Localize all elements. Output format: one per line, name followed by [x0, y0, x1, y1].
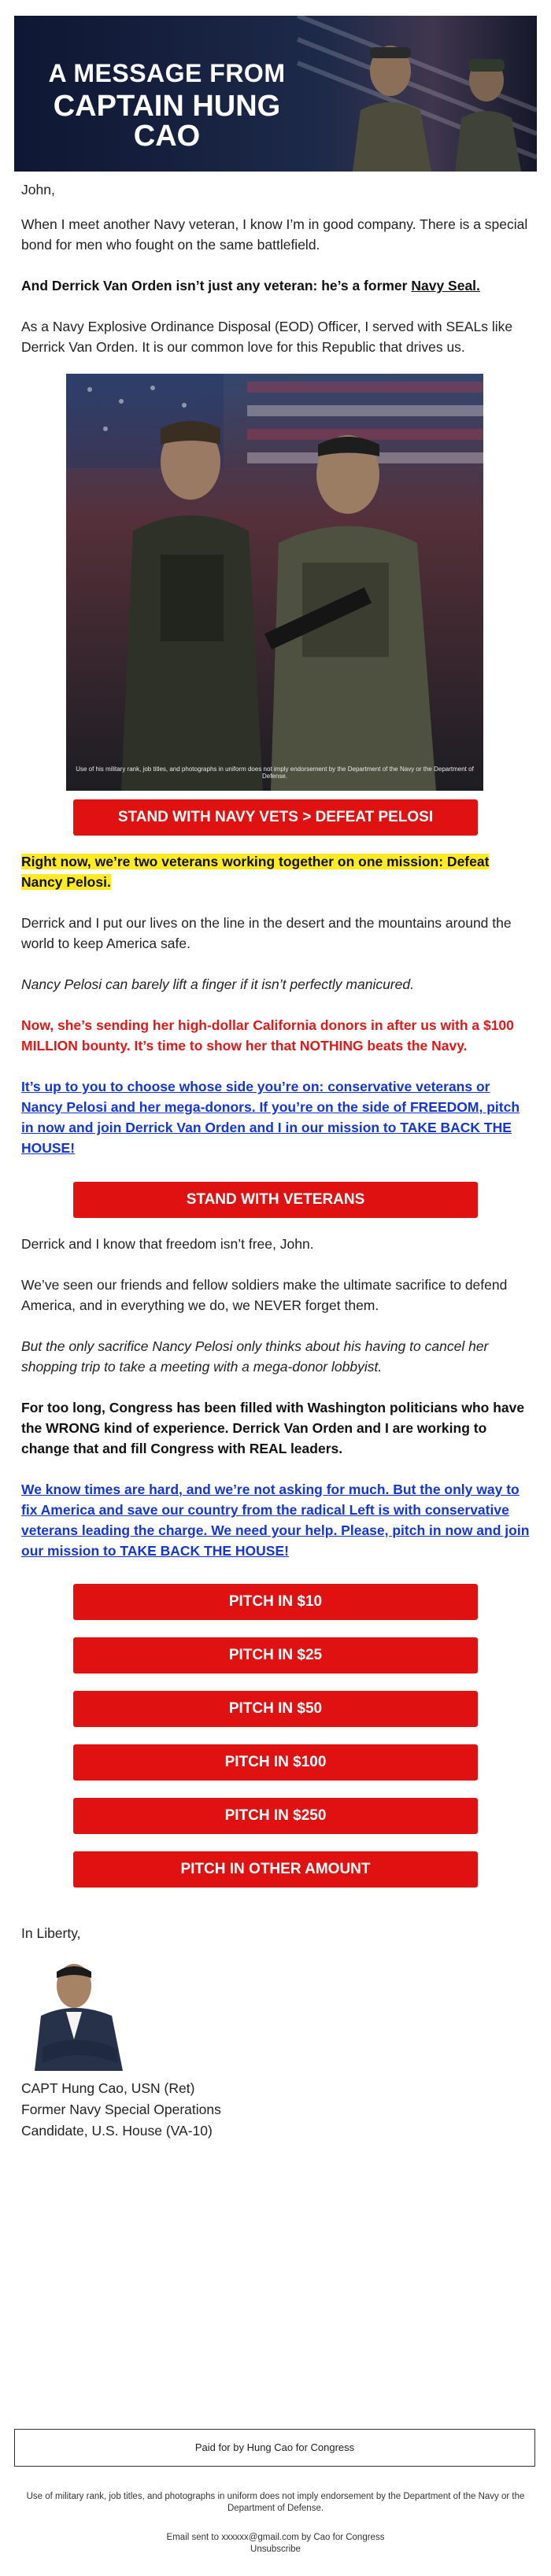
seal-paragraph [21, 275, 530, 296]
footer-sent-to: Email sent to xxxxxx@gmail.com by Cao for Congress [166, 2533, 385, 2542]
hard-times-link[interactable]: We know times are hard, and we’re not asking for much. But the only way to fix America and save our country from the radical Left is with conservative veterans leading the charge. We need your help. Please, pitch in now and join our mission to TAKE BACK THE HOUSE! [21, 1482, 530, 1559]
header-line-1: A MESSAGE FROM [48, 59, 286, 87]
pitch-in-50-button[interactable]: PITCH IN $50 [73, 1691, 478, 1727]
photo-graphic [66, 374, 483, 791]
greeting: John, [21, 182, 55, 197]
pitch-in-250-button[interactable]: PITCH IN $250 [73, 1798, 478, 1834]
unsubscribe-link[interactable]: Unsubscribe [250, 2545, 301, 2554]
pitch-in-25-button[interactable]: PITCH IN $25 [73, 1637, 478, 1674]
paid-for-box: Paid for by Hung Cao for Congress [14, 2429, 535, 2467]
friends-paragraph: We’ve seen our friends and fellow soldiers make the ultimate sacrifice to defend America, and in everything we do, we NEVER forget them. [21, 1277, 508, 1313]
signoff: In Liberty, [21, 1925, 81, 1941]
signature-candidate: Candidate, U.S. House (VA-10) [21, 2123, 213, 2139]
signature-name: CAPT Hung Cao, USN (Ret) [21, 2080, 195, 2096]
hung-cao-portrait [19, 1953, 137, 2071]
signature-title: Former Navy Special Operations [21, 2102, 221, 2117]
intro-paragraph: When I meet another Navy veteran, I know I’m in good company. There is a special bond for men who fought on the same battlefield. [21, 216, 528, 253]
manicure-paragraph: Nancy Pelosi can barely lift a finger if it isn’t perfectly manicured. [21, 976, 414, 992]
footer-disclaimer: Use of military rank, job titles, and photographs in uniform does not imply endorsement by the Department of the Navy or the Department of Defense. [26, 2492, 525, 2513]
stand-with-veterans-button[interactable]: STAND WITH VETERANS [73, 1182, 478, 1218]
desert-paragraph: Derrick and I put our lives on the line in the desert and the mountains around the world to keep America safe. [21, 915, 512, 951]
pitch-in-100-button[interactable]: PITCH IN $100 [73, 1744, 478, 1781]
veterans-photo [66, 374, 483, 791]
bounty-paragraph: Now, she’s sending her high-dollar California donors in after us with a $100 MILLION bounty. It’s time to show her that NOTHING beats the Navy. [21, 1017, 514, 1054]
pitch-in-other-button[interactable]: PITCH IN OTHER AMOUNT [73, 1851, 478, 1888]
eod-paragraph: As a Navy Explosive Ordinance Disposal (EOD) Officer, I served with SEALs like Derrick Van Orden. It is our common love for this Republic that drives us. [21, 319, 513, 355]
navy-seal-link[interactable]: Navy Seal. [411, 278, 480, 293]
choose-side-link[interactable]: It’s up to you to choose whose side you’re on: conservative veterans or Nancy Pelosi and her mega-donors. If you’re on the side of FREEDOM, pitch in now and join Derrick Van Orden and I in our mission to TAKE BACK THE HOUSE! [21, 1079, 520, 1156]
freedom-paragraph: Derrick and I know that freedom isn’t free, John. [21, 1236, 314, 1252]
sacrifice-paragraph: But the only sacrifice Nancy Pelosi only thinks about his having to cancel her shopping trip to take a meeting with a mega-donor lobbyist. [21, 1338, 489, 1375]
header-banner [14, 16, 537, 172]
header-line-2: CAPTAIN HUNG CAO [53, 90, 281, 153]
congress-text-a: For too long, Congress has been filled with Washington politicians who have the [21, 1400, 525, 1436]
congress-wrong: WRONG [46, 1420, 101, 1436]
stand-with-navy-vets-button[interactable]: STAND WITH NAVY VETS > DEFEAT PELOSI [73, 799, 478, 836]
congress-text-c: leaders. [287, 1441, 343, 1456]
pitch-in-10-button[interactable]: PITCH IN $10 [73, 1584, 478, 1620]
congress-real: REAL [249, 1441, 287, 1456]
seal-text: And Derrick Van Orden isn’t just any veteran: he’s a former [21, 278, 412, 293]
congress-text-b: kind of experience. Derrick Van Orden and I are working to change that and fill Congress with [21, 1420, 487, 1456]
mission-highlight: Right now, we’re two veterans working together on one mission: Defeat Nancy Pelosi. [21, 854, 490, 890]
mission-paragraph [21, 851, 530, 892]
photo-caption: Use of his military rank, job titles, and photographs in uniform does not imply endorsement by the Department of the Navy or the Department of Defense. [76, 766, 474, 780]
congress-paragraph [21, 1397, 530, 1459]
